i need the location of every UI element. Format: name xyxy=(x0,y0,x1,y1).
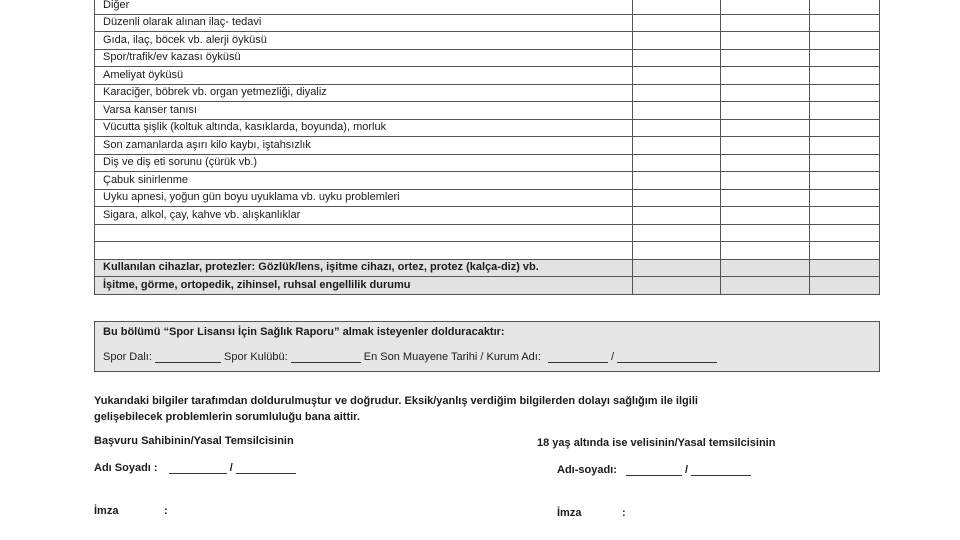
guardian-surname-field[interactable] xyxy=(691,465,751,476)
last-exam-label: En Son Muayene Tarihi / Kurum Adı: xyxy=(363,351,541,363)
health-history-table xyxy=(94,0,880,295)
last-exam-slash: / xyxy=(611,351,615,363)
health-answer-cell[interactable] xyxy=(810,0,880,14)
health-item-label: Kullanılan cihazlar, protezler: Gözlük/lens, işitme cihazı, ortez, protez (kalça-diz) vb. xyxy=(95,259,633,277)
health-answer-cell[interactable] xyxy=(810,137,880,155)
health-answer-cell[interactable] xyxy=(810,32,880,50)
health-answer-cell[interactable] xyxy=(810,119,880,137)
health-table-row xyxy=(95,14,880,32)
guardian-signature-label: İmza xyxy=(557,507,582,519)
health-answer-cell[interactable] xyxy=(721,207,810,225)
declaration-line-2: gelişebilecek problemlerin sorumluluğu bana aittir. xyxy=(94,411,360,423)
health-table-row xyxy=(95,172,880,190)
applicant-name-slash: / xyxy=(229,462,233,474)
health-answer-cell[interactable] xyxy=(721,154,810,172)
health-answer-cell[interactable] xyxy=(721,259,810,277)
last-exam-date-field[interactable] xyxy=(548,352,608,363)
health-answer-cell[interactable] xyxy=(633,32,721,50)
health-table-row xyxy=(95,189,880,207)
health-item-label: Düzenli olarak alınan ilaç- tedavi xyxy=(95,14,633,32)
health-answer-cell[interactable] xyxy=(810,154,880,172)
guardian-signature-colon: : xyxy=(622,507,626,519)
health-answer-cell[interactable] xyxy=(721,32,810,50)
health-item-label xyxy=(95,224,633,242)
health-table-row xyxy=(95,67,880,85)
health-answer-cell[interactable] xyxy=(633,119,721,137)
health-answer-cell[interactable] xyxy=(633,102,721,120)
health-answer-cell[interactable] xyxy=(721,0,810,14)
guardian-heading: 18 yaş altında ise velisinin/Yasal temsilcisinin xyxy=(537,437,776,449)
health-answer-cell[interactable] xyxy=(810,102,880,120)
health-answer-cell[interactable] xyxy=(633,67,721,85)
health-item-label: Diğer xyxy=(95,0,633,14)
health-item-label xyxy=(95,242,633,260)
health-item-label: İşitme, görme, ortopedik, zihinsel, ruhsal engellilik durumu xyxy=(95,277,633,295)
sport-club-label: Spor Kulübü: xyxy=(224,351,288,363)
health-item-label: Diş ve diş eti sorunu (çürük vb.) xyxy=(95,154,633,172)
guardian-name-label: Adı-soyadı: xyxy=(557,464,617,476)
sport-section-fields xyxy=(103,351,717,363)
health-answer-cell[interactable] xyxy=(810,207,880,225)
applicant-signature-label: İmza xyxy=(94,505,119,517)
health-item-label: Varsa kanser tanısı xyxy=(95,102,633,120)
health-answer-cell[interactable] xyxy=(633,14,721,32)
last-exam-institution-field[interactable] xyxy=(617,352,717,363)
health-answer-cell[interactable] xyxy=(633,207,721,225)
health-answer-cell[interactable] xyxy=(633,242,721,260)
health-table-shaded-row xyxy=(95,259,880,277)
health-table-row xyxy=(95,119,880,137)
health-answer-cell[interactable] xyxy=(810,242,880,260)
health-item-label: Vücutta şişlik (koltuk altında, kasıklarda, boyunda), morluk xyxy=(95,119,633,137)
guardian-name-slash: / xyxy=(685,464,689,476)
health-answer-cell[interactable] xyxy=(721,119,810,137)
sport-license-section xyxy=(94,321,880,372)
health-answer-cell[interactable] xyxy=(721,84,810,102)
sport-branch-field[interactable] xyxy=(155,352,221,363)
declaration-line-1: Yukarıdaki bilgiler tarafımdan doldurulmuştur ve doğrudur. Eksik/yanlış verdiğim bilgilerden dolayı sağlığım ile ilgili xyxy=(94,395,698,407)
health-answer-cell[interactable] xyxy=(721,172,810,190)
health-answer-cell[interactable] xyxy=(633,259,721,277)
health-table-row xyxy=(95,224,880,242)
health-table-row xyxy=(95,102,880,120)
applicant-name-row xyxy=(94,462,296,474)
health-answer-cell[interactable] xyxy=(633,154,721,172)
health-table-row xyxy=(95,137,880,155)
health-answer-cell[interactable] xyxy=(633,224,721,242)
health-answer-cell[interactable] xyxy=(633,84,721,102)
health-answer-cell[interactable] xyxy=(721,137,810,155)
health-item-label: Karaciğer, böbrek vb. organ yetmezliği, diyaliz xyxy=(95,84,633,102)
health-item-label: Gıda, ilaç, böcek vb. alerji öyküsü xyxy=(95,32,633,50)
health-answer-cell[interactable] xyxy=(810,172,880,190)
health-answer-cell[interactable] xyxy=(633,172,721,190)
health-item-label: Son zamanlarda aşırı kilo kaybı, iştahsızlık xyxy=(95,137,633,155)
applicant-signature-colon: : xyxy=(164,505,168,517)
health-answer-cell[interactable] xyxy=(810,189,880,207)
health-answer-cell[interactable] xyxy=(721,49,810,67)
health-table-row xyxy=(95,84,880,102)
health-answer-cell[interactable] xyxy=(721,224,810,242)
health-item-label: Çabuk sinirlenme xyxy=(95,172,633,190)
health-answer-cell[interactable] xyxy=(810,277,880,295)
applicant-heading: Başvuru Sahibinin/Yasal Temsilcisinin xyxy=(94,435,294,447)
declaration-text xyxy=(94,393,844,425)
health-answer-cell[interactable] xyxy=(810,14,880,32)
health-item-label: Spor/trafik/ev kazası öyküsü xyxy=(95,49,633,67)
sport-club-field[interactable] xyxy=(291,352,361,363)
health-table-row xyxy=(95,32,880,50)
health-answer-cell[interactable] xyxy=(633,49,721,67)
health-answer-cell[interactable] xyxy=(633,137,721,155)
health-answer-cell[interactable] xyxy=(721,102,810,120)
health-answer-cell[interactable] xyxy=(721,277,810,295)
health-answer-cell[interactable] xyxy=(721,14,810,32)
health-table-row xyxy=(95,154,880,172)
applicant-name-label: Adı Soyadı : xyxy=(94,462,158,474)
guardian-name-field[interactable] xyxy=(626,465,682,476)
health-answer-cell[interactable] xyxy=(810,67,880,85)
health-answer-cell[interactable] xyxy=(810,49,880,67)
health-answer-cell[interactable] xyxy=(633,277,721,295)
health-table-row xyxy=(95,0,880,14)
health-answer-cell[interactable] xyxy=(633,0,721,14)
health-item-label: Sigara, alkol, çay, kahve vb. alışkanlıklar xyxy=(95,207,633,225)
health-item-label: Uyku apnesi, yoğun gün boyu uyuklama vb. uyku problemleri xyxy=(95,189,633,207)
health-table-row xyxy=(95,207,880,225)
health-table-row xyxy=(95,242,880,260)
sport-branch-label: Spor Dalı: xyxy=(103,351,152,363)
guardian-name-row xyxy=(557,464,751,476)
health-item-label: Ameliyat öyküsü xyxy=(95,67,633,85)
applicant-name-field[interactable] xyxy=(169,463,227,474)
health-answer-cell[interactable] xyxy=(721,189,810,207)
sport-section-title: Bu bölümü “Spor Lisansı İçin Sağlık Raporu” almak isteyenler dolduracaktır: xyxy=(103,326,505,338)
health-table-shaded-row xyxy=(95,277,880,295)
health-answer-cell[interactable] xyxy=(810,259,880,277)
health-answer-cell[interactable] xyxy=(633,189,721,207)
health-answer-cell[interactable] xyxy=(721,67,810,85)
health-answer-cell[interactable] xyxy=(721,242,810,260)
health-table-row xyxy=(95,49,880,67)
applicant-surname-field[interactable] xyxy=(236,463,296,474)
health-answer-cell[interactable] xyxy=(810,84,880,102)
health-answer-cell[interactable] xyxy=(810,224,880,242)
